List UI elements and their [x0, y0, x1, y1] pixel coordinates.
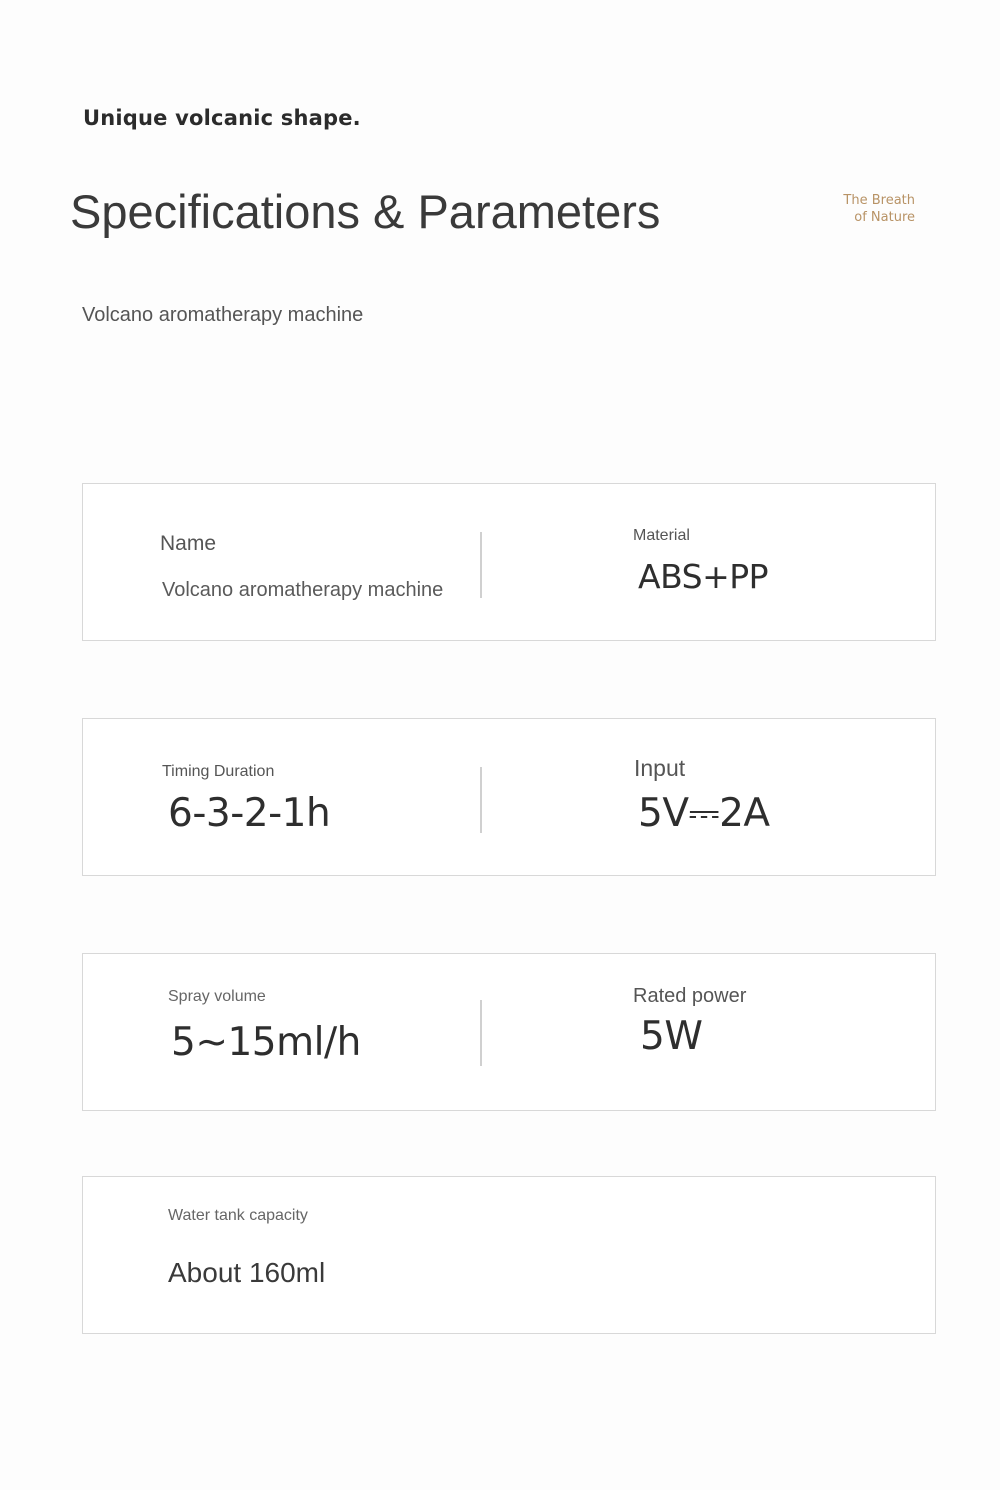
- name-value: Volcano aromatherapy machine: [162, 579, 444, 601]
- timing-value: 6-3-2-1h: [168, 791, 331, 836]
- tagline: Unique volcanic shape.: [83, 106, 361, 130]
- material-value: ABS+PP: [638, 557, 769, 596]
- card-divider: [480, 767, 482, 833]
- spec-card-spray-power: [82, 953, 936, 1111]
- name-label: Name: [160, 532, 217, 555]
- spray-label: Spray volume: [168, 988, 266, 1005]
- brand-logo: [843, 192, 915, 226]
- card-divider: [480, 1000, 482, 1066]
- spec-card-timing-input: [82, 718, 936, 876]
- spec-card-tank: [82, 1176, 936, 1334]
- power-value: 5W: [640, 1014, 703, 1059]
- tank-label: Water tank capacity: [168, 1207, 308, 1224]
- brand-line-2: of Nature: [854, 210, 915, 225]
- material-label: Material: [633, 527, 690, 544]
- power-label: Rated power: [633, 985, 747, 1007]
- input-value: 5V⎓2A: [638, 791, 770, 836]
- page-title: Specifications & Parameters: [70, 185, 661, 238]
- timing-label: Timing Duration: [162, 763, 275, 780]
- tank-value: About 160ml: [168, 1257, 326, 1288]
- card-divider: [480, 532, 482, 598]
- spray-value: 5~15ml/h: [171, 1020, 361, 1065]
- input-label: Input: [634, 755, 686, 781]
- brand-line-1: The Breath: [843, 193, 915, 208]
- spec-card-name-material: [82, 483, 936, 641]
- product-subtitle: Volcano aromatherapy machine: [82, 304, 364, 326]
